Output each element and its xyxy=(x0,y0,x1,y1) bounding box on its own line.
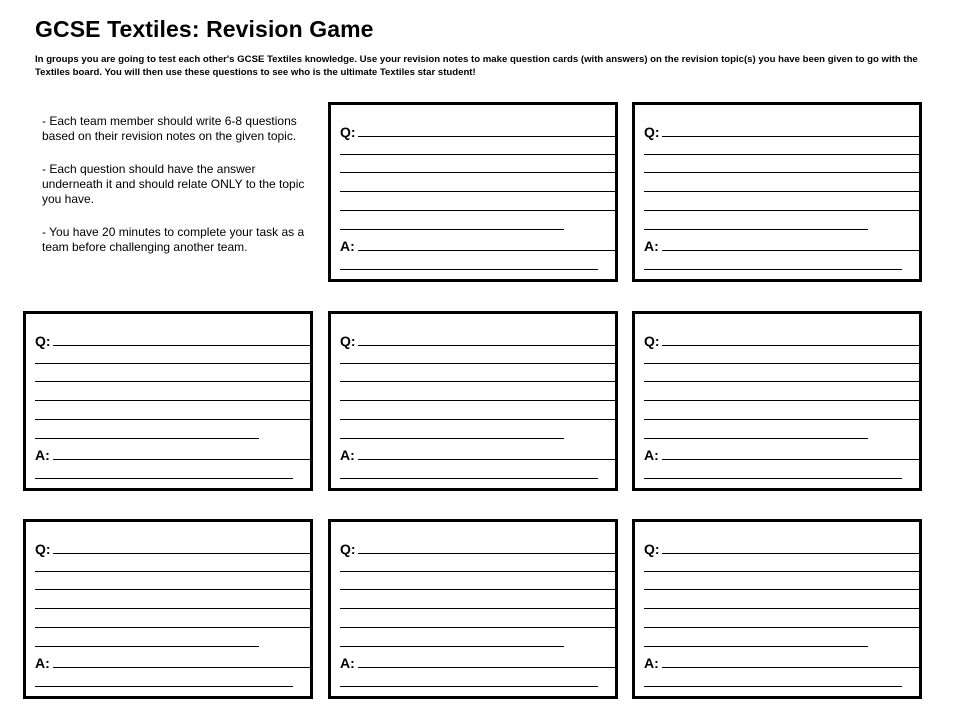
question-write-line xyxy=(340,400,616,401)
answer-label: A: xyxy=(35,447,50,463)
answer-write-line xyxy=(53,459,311,460)
question-write-line xyxy=(340,589,616,590)
answer-write-line xyxy=(644,269,902,270)
question-write-line xyxy=(340,646,564,647)
question-card xyxy=(23,311,313,491)
instruction-item: - Each question should have the answer underneath it and should relate ONLY to the topic you have. xyxy=(42,162,305,206)
question-write-line xyxy=(53,345,311,346)
question-card xyxy=(328,519,618,699)
instruction-item: - You have 20 minutes to complete your task as a team before challenging another team. xyxy=(42,225,305,254)
question-write-line xyxy=(340,363,616,364)
question-card xyxy=(632,519,922,699)
question-write-line xyxy=(644,400,920,401)
question-write-line xyxy=(340,571,616,572)
question-card xyxy=(23,519,313,699)
answer-write-line xyxy=(662,459,920,460)
question-write-line xyxy=(644,229,868,230)
question-write-line xyxy=(35,646,259,647)
page-title: GCSE Textiles: Revision Game xyxy=(35,16,374,42)
question-write-line xyxy=(35,608,311,609)
question-card xyxy=(632,311,922,491)
question-write-line xyxy=(644,172,920,173)
question-write-line xyxy=(644,646,868,647)
answer-label: A: xyxy=(340,238,355,254)
question-write-line xyxy=(340,154,616,155)
answer-write-line xyxy=(662,667,920,668)
instruction-item: - Each team member should write 6-8 questions based on their revision notes on the given topic. xyxy=(42,114,297,143)
question-write-line xyxy=(340,191,616,192)
answer-write-line xyxy=(340,269,598,270)
question-write-line xyxy=(644,627,920,628)
question-write-line xyxy=(35,438,259,439)
question-write-line xyxy=(340,438,564,439)
answer-write-line xyxy=(340,686,598,687)
question-label: Q: xyxy=(340,541,356,557)
question-write-line xyxy=(340,172,616,173)
question-label: Q: xyxy=(35,541,51,557)
question-write-line xyxy=(358,136,616,137)
question-write-line xyxy=(340,627,616,628)
question-label: Q: xyxy=(340,333,356,349)
intro-text: In groups you are going to test each other's GCSE Textiles knowledge. Use your revision notes to make question cards (with answers) on the revision topic(s) you have been given to go with the Textiles board. You will then use these questions to see who is the ultimate Textiles star student! xyxy=(35,54,918,78)
question-write-line xyxy=(35,363,311,364)
answer-label: A: xyxy=(35,655,50,671)
answer-write-line xyxy=(35,478,293,479)
answer-label: A: xyxy=(644,447,659,463)
answer-label: A: xyxy=(644,655,659,671)
question-write-line xyxy=(662,136,920,137)
question-write-line xyxy=(644,381,920,382)
question-write-line xyxy=(53,553,311,554)
instructions xyxy=(42,114,312,273)
question-label: Q: xyxy=(644,541,660,557)
question-write-line xyxy=(644,191,920,192)
question-write-line xyxy=(644,589,920,590)
answer-write-line xyxy=(358,459,616,460)
question-write-line xyxy=(35,571,311,572)
answer-write-line xyxy=(662,250,920,251)
question-write-line xyxy=(644,210,920,211)
question-write-line xyxy=(662,345,920,346)
question-write-line xyxy=(340,229,564,230)
question-label: Q: xyxy=(644,333,660,349)
answer-write-line xyxy=(644,478,902,479)
question-write-line xyxy=(644,419,920,420)
question-write-line xyxy=(35,627,311,628)
question-write-line xyxy=(358,345,616,346)
question-card xyxy=(328,311,618,491)
question-write-line xyxy=(35,419,311,420)
question-write-line xyxy=(644,571,920,572)
question-write-line xyxy=(340,608,616,609)
answer-write-line xyxy=(35,686,293,687)
question-write-line xyxy=(644,438,868,439)
question-write-line xyxy=(340,381,616,382)
answer-write-line xyxy=(358,667,616,668)
question-write-line xyxy=(644,363,920,364)
question-write-line xyxy=(358,553,616,554)
question-write-line xyxy=(340,419,616,420)
question-write-line xyxy=(644,608,920,609)
question-write-line xyxy=(644,154,920,155)
question-label: Q: xyxy=(340,124,356,140)
answer-write-line xyxy=(340,478,598,479)
question-label: Q: xyxy=(644,124,660,140)
question-card xyxy=(328,102,618,282)
question-write-line xyxy=(35,589,311,590)
answer-label: A: xyxy=(340,447,355,463)
question-card xyxy=(632,102,922,282)
answer-write-line xyxy=(53,667,311,668)
question-write-line xyxy=(662,553,920,554)
question-write-line xyxy=(35,400,311,401)
question-write-line xyxy=(35,381,311,382)
answer-write-line xyxy=(358,250,616,251)
question-label: Q: xyxy=(35,333,51,349)
answer-label: A: xyxy=(340,655,355,671)
question-write-line xyxy=(340,210,616,211)
answer-label: A: xyxy=(644,238,659,254)
answer-write-line xyxy=(644,686,902,687)
